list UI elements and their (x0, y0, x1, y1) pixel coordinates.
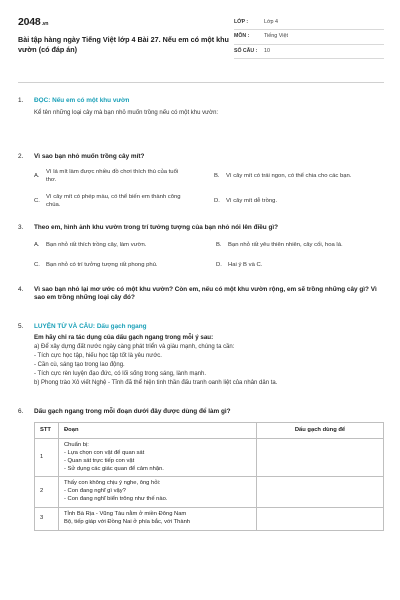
question-3 (18, 224, 384, 270)
question-body (34, 153, 384, 211)
passage-line: Thấy con không chịu ý nghe, ông hỏi: (64, 480, 161, 487)
options-grid (34, 169, 384, 210)
option-d[interactable] (216, 262, 388, 270)
option-letter: B. (216, 241, 222, 248)
row-stt: 3 (35, 507, 59, 530)
table-header-row (35, 423, 384, 439)
meta-row-class (234, 16, 384, 30)
passage-line: Tỉnh Bà Rịa - Vũng Tàu nằm ở miền Đông Nam (64, 510, 187, 517)
question-body (34, 286, 384, 303)
passage-line: - Con đang nghĩ biển trông như thế nào. (64, 496, 168, 503)
option-c[interactable] (34, 194, 204, 210)
meta-key: LỚP : (234, 19, 249, 25)
option-text: Bạn nhỏ rất yêu thiên nhiên, cây cối, hoa lá. (228, 241, 343, 248)
option-letter: D. (216, 261, 222, 268)
document-header (18, 12, 384, 76)
row-passage (59, 439, 257, 477)
option-text: Bạn nhỏ rất thích trồng cây, làm vườn. (46, 241, 147, 248)
logo-suffix: .vn (41, 21, 49, 27)
option-letter: A. (34, 241, 40, 248)
question-number: 3. (18, 224, 24, 232)
passage-line: - Quan sát trực tiếp con vật (64, 457, 135, 464)
option-letter: A. (34, 173, 40, 180)
question-number: 5. (18, 323, 24, 331)
meta-key: MÔN : (234, 33, 250, 40)
option-a[interactable] (34, 242, 206, 250)
question-text: Theo em, hình ảnh khu vườn trong trí tưởng tượng của bạn nhỏ nói lên điều gì? (34, 224, 279, 232)
example-line: - Tích cực học tập, hiếu học tập tốt là yêu nước. (34, 353, 162, 360)
question-prompt: Em hãy chỉ ra tác dụng của dấu gạch ngang trong mỗi ý sau: (34, 333, 214, 341)
site-logo[interactable] (18, 15, 233, 29)
option-c[interactable] (34, 262, 206, 270)
question-number: 1. (18, 97, 24, 104)
example-line: - Tích cực rèn luyện đạo đức, có lối sống trong sáng, lành mạnh. (34, 371, 207, 378)
row-answer-cell[interactable] (257, 507, 384, 530)
option-text: Vì lá mít làm được nhiều đồ chơi thích thú của tuổi thơ. (46, 169, 179, 184)
row-passage (59, 477, 257, 507)
option-text: Vì cây mít dễ trồng. (226, 198, 278, 205)
passage-line: - Sử dụng các giác quan để cảm nhận. (64, 465, 164, 472)
passage-line: Chuẩn bị: (64, 442, 89, 449)
logo-main: 2048 (18, 16, 41, 28)
option-letter: B. (214, 173, 220, 180)
question-number: 6. (18, 407, 24, 415)
answer-table (34, 422, 384, 530)
question-body (34, 323, 384, 387)
option-letter: D. (214, 198, 220, 205)
question-4 (18, 286, 384, 303)
meta-table (234, 16, 384, 59)
meta-value: Tiếng Việt (264, 33, 288, 40)
option-b[interactable] (216, 242, 388, 250)
document-title: Bài tập hàng ngày Tiếng Việt lớp 4 Bài 27. Nếu em có một khu vườn (có đáp án) (18, 35, 229, 55)
header-left (18, 12, 233, 55)
question-6 (18, 408, 384, 531)
question-number: 2. (18, 152, 24, 160)
meta-row-count (234, 45, 384, 59)
table-row (35, 477, 384, 507)
option-letter: C. (34, 261, 40, 268)
col-header-passage: Đoạn (59, 423, 257, 439)
option-a[interactable] (34, 169, 204, 185)
table-row (35, 439, 384, 477)
question-body (34, 224, 388, 270)
row-stt: 2 (35, 477, 59, 507)
example-line: a) Để xây dựng đất nước ngày càng phát triển và giàu mạnh, chúng ta cần: (34, 344, 235, 351)
question-1 (18, 97, 384, 117)
options-grid (34, 242, 388, 270)
option-b[interactable] (214, 169, 384, 185)
passage-line: - Lựa chọn con vật để quan sát (64, 450, 145, 457)
header-divider (18, 82, 384, 83)
passage-line: Bộ, tiếp giáp với Đồng Nai ở phía bắc, với Thành (64, 518, 191, 525)
section-heading-grammar: LUYỆN TỪ VÀ CÂU: Dấu gạch ngang (34, 323, 147, 331)
question-2 (18, 153, 384, 211)
col-header-stt: STT (35, 423, 59, 439)
meta-value: Lớp 4 (264, 19, 279, 25)
table-row (35, 507, 384, 530)
passage-line: - Con đang nghĩ gì vậy? (64, 488, 126, 495)
option-text: Vì cây mít có phép màu, có thể biến em thành công chúa. (46, 194, 181, 209)
question-body (34, 408, 384, 531)
question-text: Kể tên những loại cây mà bạn nhỏ muốn trồng nếu có một khu vườn: (34, 109, 219, 116)
row-stt: 1 (35, 439, 59, 477)
question-number: 4. (18, 285, 24, 293)
option-text: Vì cây mít có trái ngon, có thể chia cho các bạn. (226, 173, 352, 180)
row-answer-cell[interactable] (257, 439, 384, 477)
option-text: Hai ý B và C. (228, 261, 263, 268)
example-line: b) Phong trào Xô viết Nghệ - Tĩnh đã thể hiện tinh thần đấu tranh oanh liệt của nhân dân ta. (34, 380, 278, 387)
question-text: Dấu gạch ngang trong mỗi đoạn dưới đây được dùng để làm gì? (34, 407, 231, 415)
question-body (34, 97, 384, 117)
meta-row-subject (234, 30, 384, 44)
option-letter: C. (34, 198, 40, 205)
row-answer-cell[interactable] (257, 477, 384, 507)
col-header-purpose: Dấu gạch dùng để (257, 423, 384, 439)
row-passage (59, 507, 257, 530)
option-text: Bạn nhỏ có trí tưởng tượng rất phong phú. (46, 261, 158, 268)
question-5 (18, 323, 384, 387)
section-heading-reading: ĐỌC: Nếu em có một khu vườn (34, 97, 130, 104)
meta-key: SỐ CÂU : (234, 47, 258, 54)
option-d[interactable] (214, 194, 384, 210)
question-text: Vì sao bạn nhỏ lại mơ ước có một khu vườn? Còn em, nếu có một khu vườn rộng, em sẽ trồng những cây gì? Vì sao em trồng những loại cây đó? (34, 285, 377, 302)
question-text: Vì sao bạn nhỏ muốn trồng cây mít? (34, 152, 145, 160)
meta-value: 10 (264, 47, 270, 54)
example-line: - Cần cù, sáng tạo trong lao động. (34, 362, 125, 369)
